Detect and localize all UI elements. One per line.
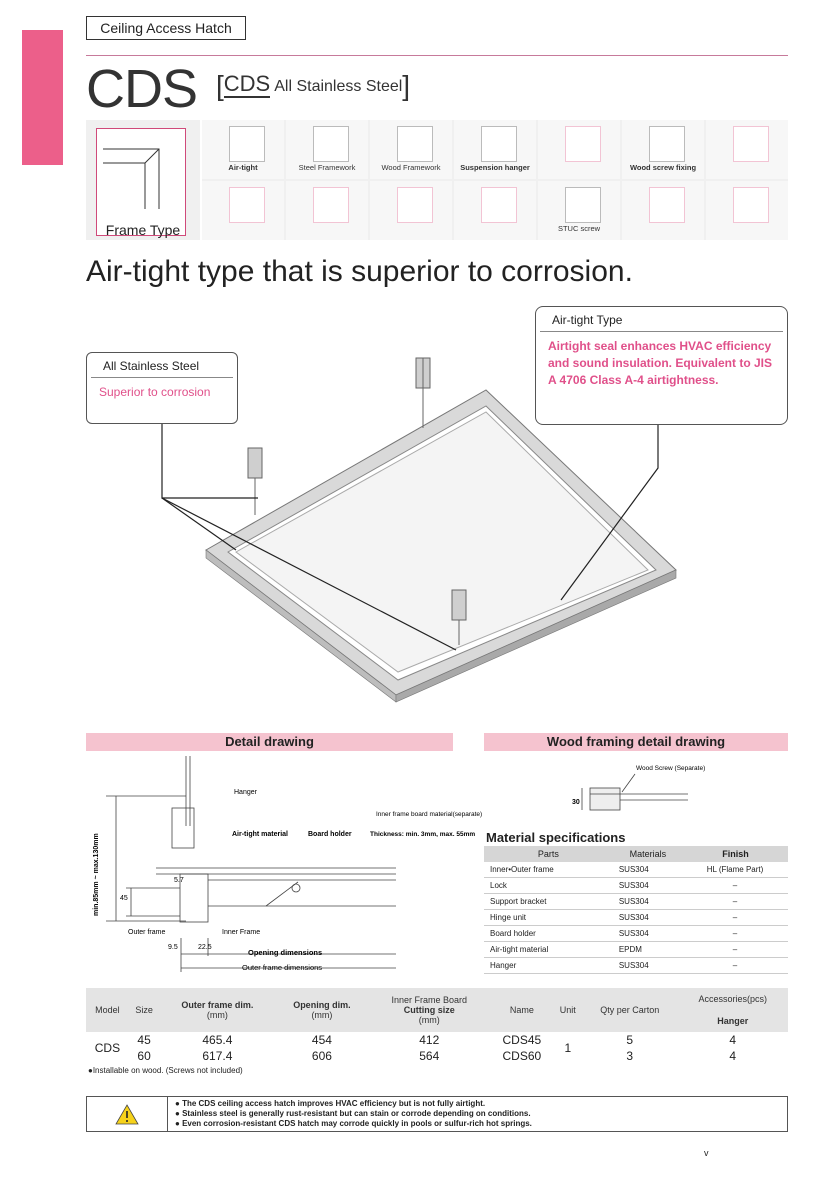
part-cell: Hanger [484,958,613,974]
label-22-5: 22.5 [198,944,212,951]
page-number: v [704,1148,709,1158]
th-inner-board: Inner Frame Board [391,995,468,1005]
cell-cut: 412 [419,1033,440,1047]
feature-label: Suspension hanger [460,163,530,172]
finish-cell: – [683,942,788,958]
table-row [484,862,788,878]
callout-stainless-text: Superior to corrosion [99,385,211,399]
th-outer-label: Outer frame dim. [181,1000,254,1010]
key-icon [733,126,769,162]
feature-cell [538,181,620,240]
feature-cell [286,120,368,179]
callout-airtight [535,306,788,425]
mat-header-finish: Finish [683,846,788,862]
label-outer-dims: Outer frame dimensions [242,963,323,972]
cell-outer: 465.4 [202,1033,233,1047]
detail-drawing-heading: Detail drawing [86,733,453,751]
warning-item: ● Even corrosion-resistant CDS hatch may corrode quickly in pools or sulfur-rich hot springs. [175,1119,532,1129]
part-cell: Hinge unit [484,910,613,926]
cell-size: 45 [137,1033,151,1047]
label-9-5: 9.5 [168,944,178,951]
label-inner-board: Inner frame board material(separate) [376,811,483,818]
cell-qty: 5 [626,1033,634,1047]
label-opening-dims: Opening dimensions [248,948,323,957]
finish-cell: – [683,878,788,894]
frame-type-panel [86,120,200,240]
finish-cell: – [683,958,788,974]
faded-icon-1 [565,126,601,162]
label-30: 30 [572,799,580,806]
label-board-holder: Board holder [308,831,352,838]
th-name: Name [490,988,554,1032]
cell-outer: 617.4 [202,1049,233,1063]
table-row [484,926,788,942]
faded-icon-6 [649,187,685,223]
model-title: CDS [86,59,198,119]
faded-icon-5 [481,187,517,223]
th-hanger: Hanger [678,1010,789,1032]
mat-header-parts: Parts [484,846,613,862]
part-cell: Air-tight material [484,942,613,958]
th-unit: Unit [554,988,582,1032]
category-title: Ceiling Access Hatch [86,16,246,40]
label-height-range: min.85mm ~ max.130mm [93,833,100,916]
table-row [484,958,788,974]
cell-size: 60 [137,1049,151,1063]
side-accent-bar [22,30,63,165]
feature-cell [454,181,536,240]
th-cutting-unit: (mm) [418,1015,440,1025]
install-note: ●Installable on wood. (Screws not included) [88,1066,243,1075]
feature-cell [706,181,788,240]
cell-cut: 564 [419,1049,440,1063]
label-inner-frame: Inner Frame [222,929,261,936]
table-row [484,894,788,910]
th-opening-label: Opening dim. [293,1000,351,1010]
th-size: Size [129,988,160,1032]
finish-cell: HL (Flame Part) [683,862,788,878]
feature-icon-grid [202,120,788,240]
material-cell: SUS304 [613,878,683,894]
feature-cell [622,181,704,240]
cell-model: CDS [94,1041,121,1055]
model-sub-code: CDS [223,71,271,96]
label-wood-screw: Wood Screw (Separate) [636,765,706,772]
warning-item: ● The CDS ceiling access hatch improves HVAC efficiency but is not fully airtight. [175,1099,532,1109]
wood-framing-heading: Wood framing detail drawing [484,733,788,751]
cell-qty: 3 [626,1049,634,1063]
model-sub-desc: All Stainless Steel [274,78,403,95]
label-5-7: 5.7 [174,877,184,884]
frame-type-illustration [96,128,186,236]
th-outer-unit: (mm) [206,1010,228,1020]
callout-airtight-title: Air-tight Type [540,307,783,332]
feature-cell [622,120,704,179]
material-cell: SUS304 [613,862,683,878]
table-row [86,1048,788,1064]
feature-cell [202,120,284,179]
th-cutting-label: Cutting size [403,1005,455,1015]
table-row [86,1032,788,1048]
feature-cell [370,181,452,240]
material-cell: SUS304 [613,958,683,974]
feature-cell [202,181,284,240]
th-opening [275,988,368,1032]
model-table [86,988,788,1064]
steel-framework-icon [313,126,349,162]
material-cell: EPDM [613,942,683,958]
cell-hanger: 4 [729,1049,737,1063]
part-cell: Support bracket [484,894,613,910]
table-row [484,942,788,958]
warning-icon [87,1097,168,1131]
warning-item: ● Stainless steel is generally rust-resistant but can stain or corrode depending on conditions. [175,1109,532,1119]
wood-screw-fixing-icon [649,126,685,162]
feature-cell [538,120,620,179]
faded-icon-7 [733,187,769,223]
feature-label: Wood Framework [381,163,441,172]
label-outer-frame: Outer frame [128,929,166,936]
th-qty: Qty per Carton [582,988,678,1032]
model-subtitle: [CDS All Stainless Steel] [216,70,411,101]
wood-framework-icon [397,126,433,162]
feature-label: Air-tight [228,163,258,172]
part-cell: Lock [484,878,613,894]
warning-box [86,1096,788,1132]
feature-cell [370,120,452,179]
frame-type-label: Frame Type [105,222,181,238]
cell-opening: 454 [311,1033,332,1047]
suspension-hanger-icon [481,126,517,162]
part-cell: Board holder [484,926,613,942]
label-airtight: Air-tight material [232,831,289,838]
cell-name: CDS45 [502,1033,542,1047]
detail-drawing [86,756,483,978]
callout-airtight-text: Airtight seal enhances HVAC efficiency and sound insulation. Equivalent to JIS A 4706 Class A-4 airtightness. [548,339,773,387]
header-divider [86,55,788,56]
th-model: Model [86,988,129,1032]
air-tight-icon [229,126,265,162]
feature-label: STUC screw [557,224,601,233]
label-45: 45 [120,895,128,902]
mat-header-materials: Materials [613,846,683,862]
material-spec-table [484,846,788,974]
th-cutting [369,988,490,1032]
material-cell: SUS304 [613,910,683,926]
feature-label: Steel Framework [298,163,356,172]
th-accessories: Accessories(pcs) [678,988,789,1010]
label-thickness: Thickness: min. 3mm, max. 55mm [370,831,476,838]
feature-cell [706,120,788,179]
material-spec-title: Material specifications [486,830,626,845]
finish-cell: – [683,894,788,910]
faded-icon-2 [229,187,265,223]
stuc-screw-icon [565,187,601,223]
headline: Air-tight type that is superior to corrosion. [86,255,633,288]
callout-stainless [86,352,238,424]
label-hanger: Hanger [234,789,257,796]
feature-label: Wood screw fixing [629,163,697,172]
feature-cell [286,181,368,240]
finish-cell: – [683,926,788,942]
material-cell: SUS304 [613,926,683,942]
feature-cell [454,120,536,179]
wood-framing-drawing [570,760,706,820]
th-opening-unit: (mm) [311,1010,333,1020]
cell-hanger: 4 [729,1033,737,1047]
material-cell: SUS304 [613,894,683,910]
cell-opening: 606 [311,1049,332,1063]
th-outer [159,988,275,1032]
faded-icon-3 [313,187,349,223]
table-row [484,910,788,926]
table-row [484,878,788,894]
cell-name: CDS60 [502,1049,542,1063]
cell-unit: 1 [564,1041,572,1055]
part-cell: Inner•Outer frame [484,862,613,878]
finish-cell: – [683,910,788,926]
faded-icon-4 [397,187,433,223]
callout-stainless-title: All Stainless Steel [91,353,233,378]
